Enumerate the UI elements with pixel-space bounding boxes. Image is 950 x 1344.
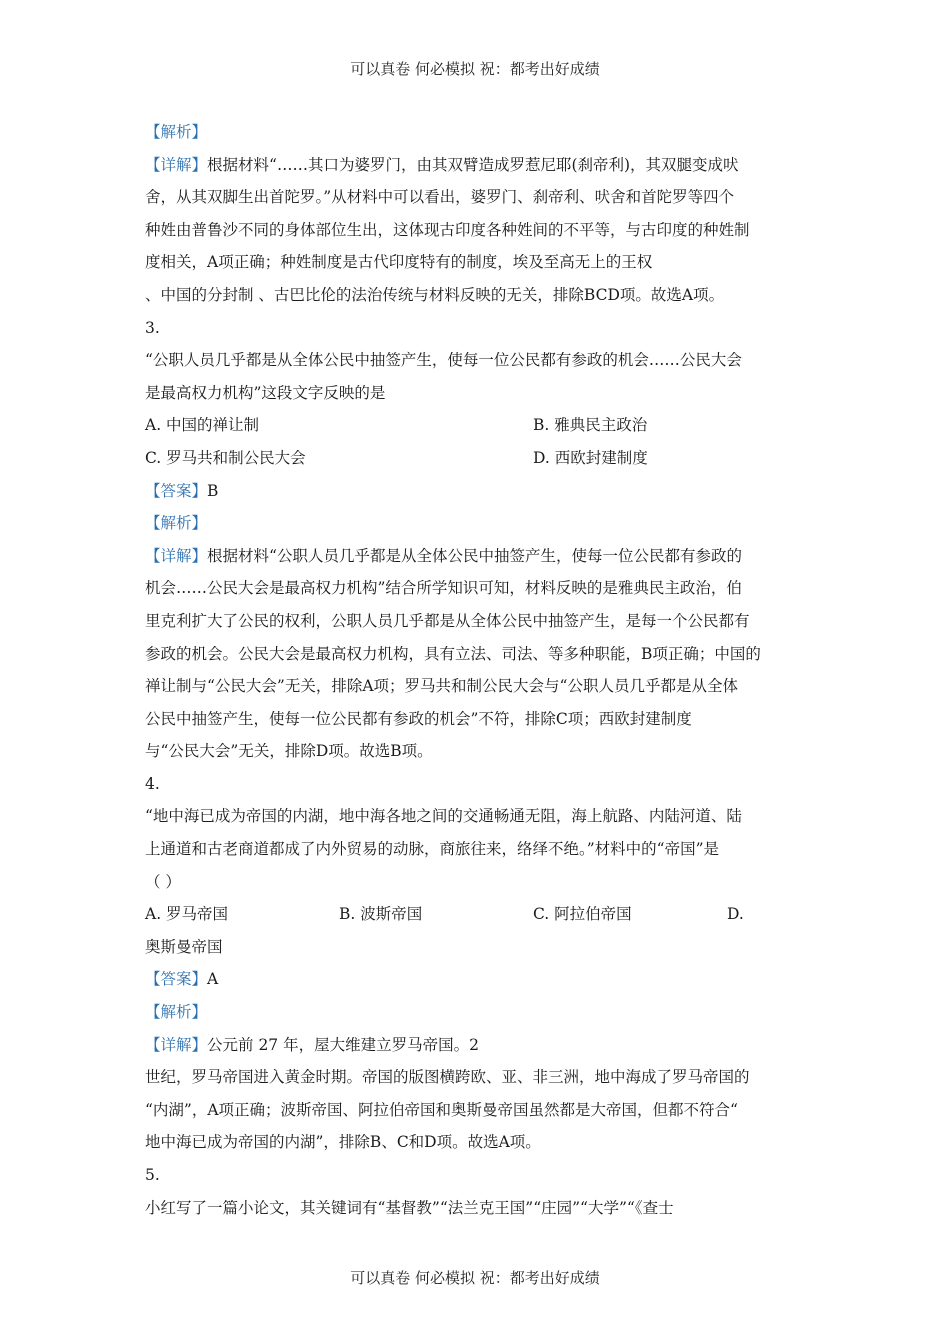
q2-detail-line: 、中国的分封制 、古巴比伦的法治传统与材料反映的无关，排除BCD项。故选A项。 bbox=[145, 285, 725, 304]
q3-detail-line: 公民中抽签产生，使每一位公民都有参政的机会”不符，排除C项；西欧封建制度 bbox=[145, 709, 692, 728]
q2-detail-line: 种姓由普鲁沙不同的身体部位生出，这体现古印度各种姓间的不平等，与古印度的种姓制 bbox=[145, 220, 750, 239]
q3-options-row-2 bbox=[145, 442, 810, 475]
q2-detail-line: 【详解】根据材料“……其口为婆罗门，由其双臂造成罗惹尼耶(刹帝利)，其双腿变成吠 bbox=[145, 155, 739, 174]
q4-detail-line: 世纪，罗马帝国进入黄金时期。帝国的版图横跨欧、亚、非三洲，地中海成了罗马帝国的 bbox=[145, 1068, 750, 1087]
q4-number: 4. bbox=[145, 774, 160, 793]
q3-options-row-1 bbox=[145, 409, 810, 442]
q4-option-b: B. 波斯帝国 bbox=[339, 905, 423, 924]
q4-stem-line: “地中海已成为帝国的内湖，地中海各地之间的交通畅通无阻，海上航路、内陆河道、陆 bbox=[145, 807, 742, 826]
q3-detail-line: 禅让制与“公民大会”无关，排除A项；罗马共和制公民大会与“公职人员几乎都是从全体 bbox=[145, 677, 738, 696]
q5-number: 5. bbox=[145, 1166, 160, 1184]
q3-detail-line: 里克利扩大了公民的权利，公职人员几乎都是从全体公民中抽签产生，是每一个公民都有 bbox=[145, 611, 750, 630]
q4-detail-line: 地中海已成为帝国的内湖”，排除B、C和D项。故选A项。 bbox=[145, 1133, 541, 1152]
q4-detail-line: “内湖”，A项正确；波斯帝国、阿拉伯帝国和奥斯曼帝国虽然都是大帝国，但都不符合“ bbox=[145, 1100, 738, 1119]
q5-stem-line: 小红写了一篇小论文，其关键词有“基督教”“法兰克王国”“庄园”“大学”“《查士 bbox=[145, 1198, 674, 1217]
q3-option-b: B. 雅典民主政治 bbox=[533, 416, 648, 435]
q3-detail-line: 机会……公民大会是最高权力机构”结合所学知识可知，材料反映的是雅典民主政治，伯 bbox=[145, 579, 742, 598]
q3-stem-line: “公职人员几乎都是从全体公民中抽签产生，使每一位公民都有参政的机会……公民大会 bbox=[145, 351, 742, 370]
q3-number: 3. bbox=[145, 318, 160, 337]
q4-stem-line: （ ） bbox=[145, 872, 181, 891]
q3-answer: 【答案】B bbox=[145, 481, 219, 500]
q3-option-a: A. 中国的禅让制 bbox=[145, 416, 260, 435]
q4-option-d: D. bbox=[727, 905, 744, 924]
q3-detail-line: 与“公民大会”无关，排除D项。故选B项。 bbox=[145, 742, 433, 761]
q4-option-d-text: 奥斯曼帝国 bbox=[145, 937, 223, 956]
q4-option-a: A. 罗马帝国 bbox=[145, 905, 229, 924]
q4-analysis-label: 【解析】 bbox=[145, 1003, 208, 1022]
q3-option-c: C. 罗马共和制公民大会 bbox=[145, 448, 306, 467]
q2-detail-line: 舍，从其双脚生出首陀罗。”从材料中可以看出，婆罗门、刹帝利、吠舍和首陀罗等四个 bbox=[145, 188, 735, 207]
q3-analysis-label: 【解析】 bbox=[145, 514, 208, 533]
q4-detail-line: 【详解】公元前 27 年，屋大维建立罗马帝国。2 bbox=[145, 1035, 479, 1054]
q4-option-c: C. 阿拉伯帝国 bbox=[533, 905, 632, 924]
document-body bbox=[145, 116, 810, 1224]
q4-options-row bbox=[145, 898, 810, 931]
q3-option-d: D. 西欧封建制度 bbox=[533, 448, 648, 467]
q2-analysis-label: 【解析】 bbox=[145, 123, 208, 141]
q3-detail-line: 参政的机会。公民大会是最高权力机构，具有立法、司法、等多种职能，B项正确；中国的 bbox=[145, 644, 761, 663]
q3-detail-line: 【详解】根据材料“公职人员几乎都是从全体公民中抽签产生，使每一位公民都有参政的 bbox=[145, 546, 742, 565]
page-header: 可以真卷 何必模拟 祝：都考出好成绩 bbox=[350, 60, 600, 78]
page-footer: 可以真卷 何必模拟 祝：都考出好成绩 bbox=[350, 1269, 600, 1287]
q2-detail-line: 度相关，A项正确；种姓制度是古代印度特有的制度，埃及至高无上的王权 bbox=[145, 253, 653, 272]
q4-answer: 【答案】A bbox=[145, 970, 219, 989]
q3-stem-line: 是最高权力机构”这段文字反映的是 bbox=[145, 383, 386, 402]
q4-stem-line: 上通道和古老商道都成了内外贸易的动脉，商旅往来，络绎不绝。”材料中的“帝国”是 bbox=[145, 840, 720, 859]
